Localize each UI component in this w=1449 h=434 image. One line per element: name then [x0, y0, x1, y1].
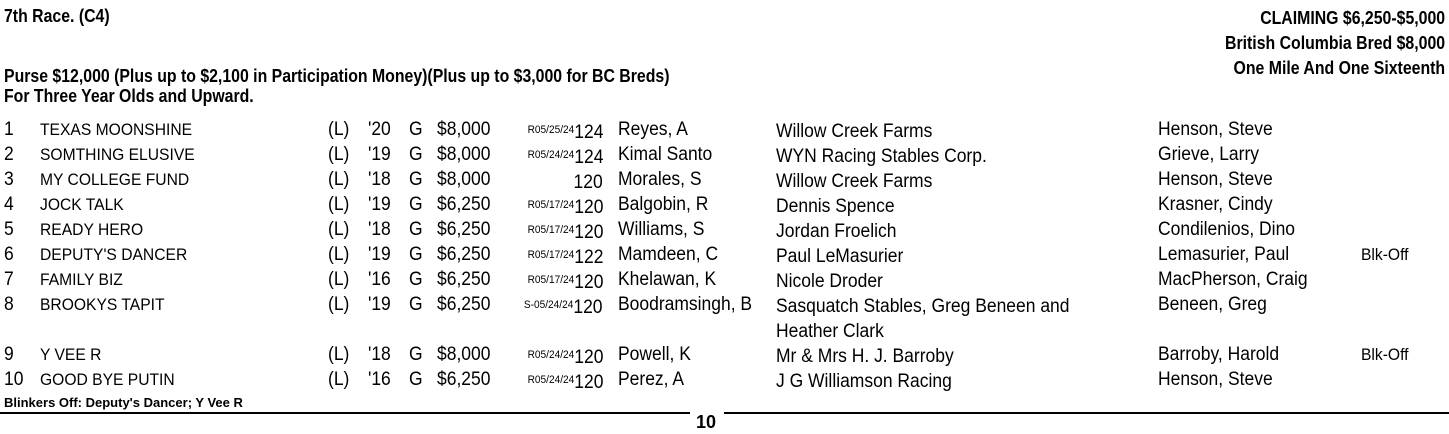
entry-number: 6: [4, 244, 14, 265]
horse-name: SOMTHING ELUSIVE: [40, 145, 195, 164]
owner-name: Paul LeMasurier: [776, 246, 904, 267]
claiming-price: $8,000: [437, 169, 491, 190]
entry-number: 9: [4, 344, 14, 365]
weight: 120: [573, 172, 603, 193]
owner-name: J G Williamson Racing: [776, 371, 952, 392]
race-type: CLAIMING $6,250-$5,000: [1260, 8, 1445, 28]
weight: 120: [573, 347, 603, 368]
eligibility-flag: R05/25/24: [527, 124, 574, 136]
lasix-indicator: (L): [328, 119, 350, 140]
horse-name: TEXAS MOONSHINE: [40, 120, 193, 139]
equipment-change: Blk-Off: [1361, 345, 1409, 364]
eligibility-flag: R05/24/24: [527, 374, 574, 386]
entry-row: [0, 117, 1449, 142]
entry-number: 8: [4, 294, 14, 315]
entry-row: [0, 367, 1449, 392]
foaling-year: '19: [368, 194, 391, 215]
weight: 120: [573, 372, 603, 393]
owner-name: Willow Creek Farms: [776, 121, 933, 142]
entry-row: [0, 167, 1449, 192]
horse-name: BROOKYS TAPIT: [40, 295, 165, 314]
entry-number: 7: [4, 269, 14, 290]
foaling-year: '19: [368, 144, 391, 165]
entry-row: [0, 267, 1449, 292]
jockey-name: Khelawan, K: [618, 269, 717, 290]
lasix-indicator: (L): [328, 144, 350, 165]
eligibility-flag: S-05/24/24: [524, 299, 574, 311]
entry-row: [0, 342, 1449, 367]
lasix-indicator: (L): [328, 294, 350, 315]
weight-cell: [524, 294, 603, 319]
weight-cell: [527, 144, 603, 169]
entry-row: [0, 192, 1449, 217]
jockey-name: Reyes, A: [618, 119, 688, 140]
eligibility-flag: R05/17/24: [527, 249, 574, 261]
entries-table: [0, 117, 1449, 392]
eligibility-flag: R05/17/24: [527, 274, 574, 286]
claiming-price: $6,250: [437, 294, 491, 315]
race-title: 7th Race. (C4): [4, 6, 110, 26]
race-purse: Purse $12,000 (Plus up to $2,100 in Participation Money)(Plus up to $3,000 for BC Breds): [4, 66, 670, 86]
claiming-price: $6,250: [437, 219, 491, 240]
foaling-year: '16: [368, 369, 391, 390]
foaling-year: '18: [368, 169, 391, 190]
trainer-name: Barroby, Harold: [1158, 344, 1280, 365]
entry-row: [0, 217, 1449, 242]
owner-name: Dennis Spence: [776, 196, 895, 217]
jockey-name: Williams, S: [618, 219, 705, 240]
weight: 120: [573, 197, 603, 218]
race-conditions: For Three Year Olds and Upward.: [4, 86, 254, 106]
entry-number: 4: [4, 194, 14, 215]
trainer-name: Krasner, Cindy: [1158, 194, 1273, 215]
claiming-price: $8,000: [437, 144, 491, 165]
trainer-name: Grieve, Larry: [1158, 144, 1260, 165]
eligibility-flag: R05/24/24: [527, 349, 574, 361]
entry-number: 2: [4, 144, 14, 165]
race-distance: One Mile And One Sixteenth: [1233, 58, 1445, 78]
weight-cell: [527, 244, 603, 269]
trainer-name: Henson, Steve: [1158, 169, 1273, 190]
horse-name: JOCK TALK: [40, 195, 124, 214]
weight-cell: [527, 369, 603, 394]
weight: 120: [573, 272, 603, 293]
horse-sex: G: [409, 244, 423, 265]
claiming-price: $6,250: [437, 369, 491, 390]
foaling-year: '19: [368, 294, 391, 315]
claiming-price: $8,000: [437, 119, 491, 140]
lasix-indicator: (L): [328, 244, 350, 265]
footer-rule-right: [724, 412, 1449, 414]
weight-cell: [574, 169, 603, 194]
lasix-indicator: (L): [328, 219, 350, 240]
claiming-price: $8,000: [437, 344, 491, 365]
weight: 124: [573, 147, 603, 168]
owner-name: Sasquatch Stables, Greg Beneen and Heather Clark: [776, 296, 1070, 342]
trainer-name: Condilenios, Dino: [1158, 219, 1296, 240]
horse-sex: G: [409, 119, 423, 140]
trainer-name: MacPherson, Craig: [1158, 269, 1308, 290]
weight: 120: [573, 297, 603, 318]
entry-row: [0, 242, 1449, 267]
horse-name: FAMILY BIZ: [40, 270, 123, 289]
trainer-name: Beneen, Greg: [1158, 294, 1267, 315]
horse-sex: G: [409, 169, 423, 190]
owner-name: Jordan Froelich: [776, 221, 897, 242]
trainer-name: Lemasurier, Paul: [1158, 244, 1290, 265]
horse-name: DEPUTY'S DANCER: [40, 245, 188, 264]
lasix-indicator: (L): [328, 344, 350, 365]
owner-name: Nicole Droder: [776, 271, 883, 292]
lasix-indicator: (L): [328, 369, 350, 390]
race-header-right: [1225, 6, 1445, 81]
owner-name: WYN Racing Stables Corp.: [776, 146, 987, 167]
owner-name: Willow Creek Farms: [776, 171, 933, 192]
entry-row: [0, 292, 1449, 342]
footer-rule-left: [0, 412, 690, 414]
horse-sex: G: [409, 294, 423, 315]
trainer-name: Henson, Steve: [1158, 119, 1273, 140]
eligibility-flag: R05/17/24: [527, 224, 574, 236]
foaling-year: '18: [368, 344, 391, 365]
horse-sex: G: [409, 369, 423, 390]
equipment-change: Blk-Off: [1361, 245, 1409, 264]
horse-sex: G: [409, 344, 423, 365]
horse-sex: G: [409, 144, 423, 165]
trainer-name: Henson, Steve: [1158, 369, 1273, 390]
lasix-indicator: (L): [328, 194, 350, 215]
foaling-year: '19: [368, 244, 391, 265]
horse-sex: G: [409, 269, 423, 290]
claiming-price: $6,250: [437, 194, 491, 215]
jockey-name: Morales, S: [618, 169, 702, 190]
weight-cell: [527, 269, 603, 294]
jockey-name: Powell, K: [618, 344, 691, 365]
claiming-price: $6,250: [437, 244, 491, 265]
eligibility-flag: R05/24/24: [527, 149, 574, 161]
weight-cell: [527, 119, 603, 144]
horse-sex: G: [409, 194, 423, 215]
horse-name: Y VEE R: [40, 345, 102, 364]
weight: 124: [573, 122, 603, 143]
foaling-year: '20: [368, 119, 391, 140]
horse-name: READY HERO: [40, 220, 144, 239]
entry-number: 10: [4, 369, 24, 390]
blinkers-note: Blinkers Off: Deputy's Dancer; Y Vee R: [4, 395, 243, 410]
entry-number: 5: [4, 219, 14, 240]
claiming-price: $6,250: [437, 269, 491, 290]
eligibility-flag: R05/17/24: [527, 199, 574, 211]
weight-cell: [527, 219, 603, 244]
jockey-name: Perez, A: [618, 369, 685, 390]
jockey-name: Mamdeen, C: [618, 244, 719, 265]
horse-sex: G: [409, 219, 423, 240]
page-number: 10: [696, 412, 717, 432]
lasix-indicator: (L): [328, 269, 350, 290]
entry-number: 3: [4, 169, 14, 190]
foaling-year: '16: [368, 269, 391, 290]
weight-cell: [527, 194, 603, 219]
jockey-name: Boodramsingh, B: [618, 294, 753, 315]
foaling-year: '18: [368, 219, 391, 240]
entry-number: 1: [4, 119, 14, 140]
jockey-name: Balgobin, R: [618, 194, 709, 215]
lasix-indicator: (L): [328, 169, 350, 190]
race-purse-block: [4, 66, 669, 106]
jockey-name: Kimal Santo: [618, 144, 713, 165]
weight: 122: [573, 247, 603, 268]
owner-name: Mr & Mrs H. J. Barroby: [776, 346, 954, 367]
horse-name: GOOD BYE PUTIN: [40, 370, 175, 389]
horse-name: MY COLLEGE FUND: [40, 170, 190, 189]
weight: 120: [573, 222, 603, 243]
weight-cell: [527, 344, 603, 369]
race-bred-condition: British Columbia Bred $8,000: [1224, 33, 1445, 53]
entry-row: [0, 142, 1449, 167]
